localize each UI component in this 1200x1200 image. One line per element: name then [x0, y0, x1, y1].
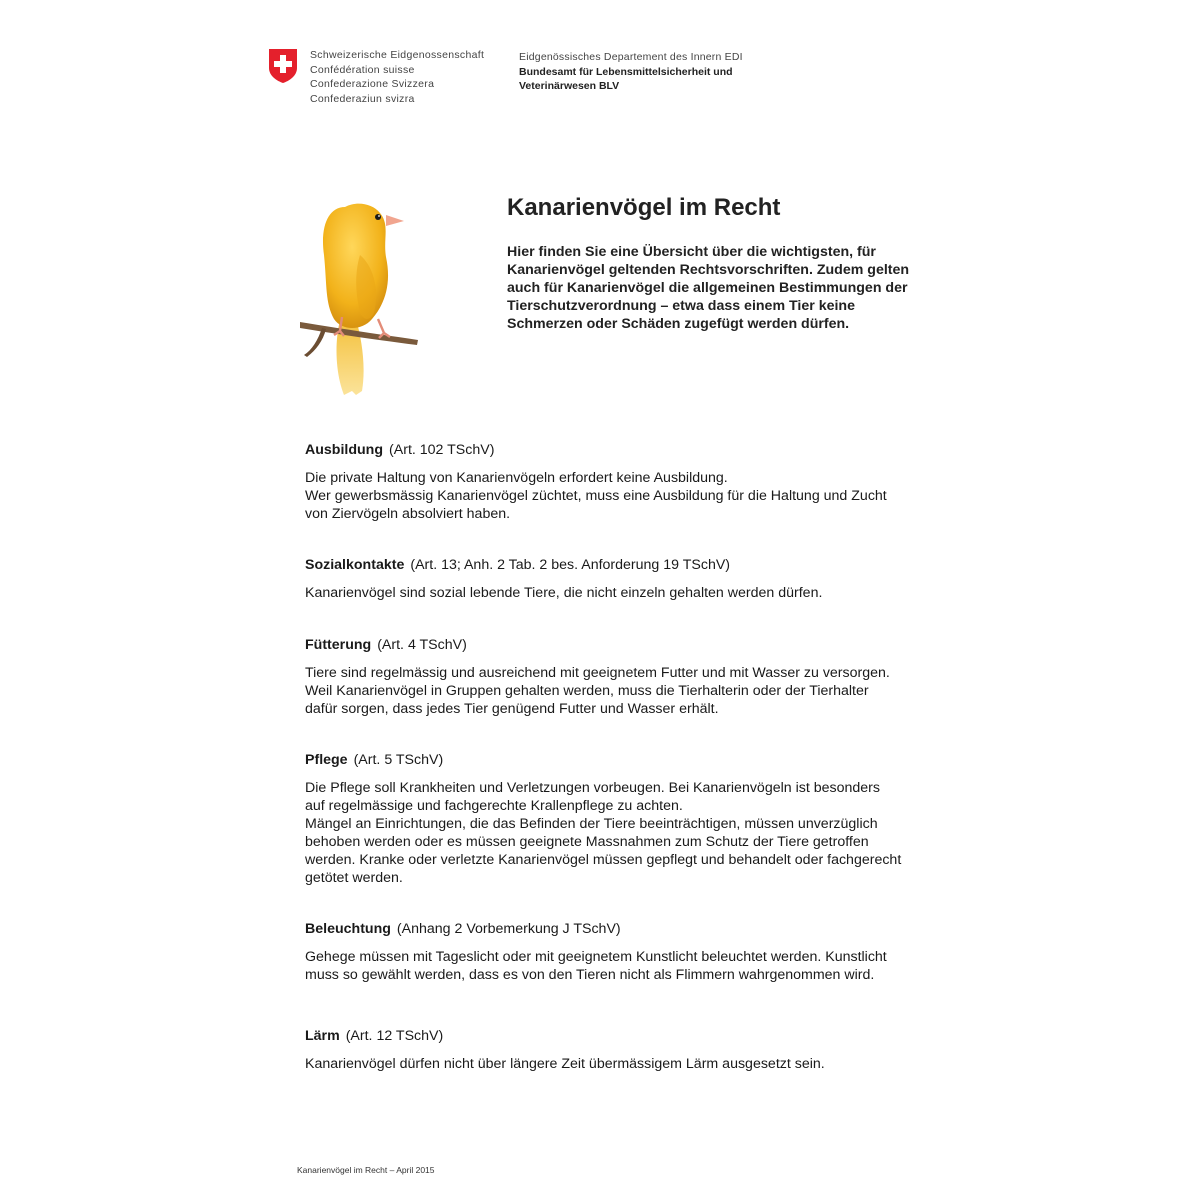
confed-line: Confederaziun svizra: [310, 92, 415, 105]
department-block: [519, 50, 743, 94]
office-line: Veterinärwesen BLV: [519, 80, 620, 93]
section-ausbildung: [305, 441, 965, 523]
section-body: [305, 948, 965, 984]
body-line: Tiere sind regelmässig und ausreichend mit geeignetem Futter und mit Wasser zu versorgen.: [305, 665, 890, 681]
page-footer: Kanarienvögel im Recht – April 2015: [297, 1165, 435, 1175]
section-title: Ausbildung: [305, 442, 384, 458]
section-title: Fütterung: [305, 637, 372, 653]
section-sozialkontakte: [305, 556, 965, 602]
section-beleuchtung: [305, 920, 965, 984]
office-line: Bundesamt für Lebensmittelsicherheit und: [519, 65, 733, 78]
intro-line: Schmerzen oder Schäden zugefügt werden dürfen.: [507, 316, 850, 332]
body-line: Die Pflege soll Krankheiten und Verletzungen vorbeugen. Bei Kanarienvögeln ist besonders: [305, 780, 880, 796]
body-line: dafür sorgen, dass jedes Tier genügend Futter und Wasser erhält.: [305, 701, 719, 717]
body-line: muss so gewählt werden, dass es von den Tieren nicht als Flimmern wahrgenommen wird.: [305, 967, 875, 983]
confed-line: Confédération suisse: [310, 63, 415, 76]
section-body: [305, 664, 965, 718]
section-heading: [305, 1027, 965, 1045]
page-header: [268, 46, 788, 110]
section-reference: (Art. 13; Anh. 2 Tab. 2 bes. Anforderung 19 TSchV): [410, 557, 731, 573]
intro-line: auch für Kanarienvögel die allgemeinen Bestimmungen der: [507, 280, 908, 296]
body-line: Die private Haltung von Kanarienvögeln erfordert keine Ausbildung.: [305, 470, 728, 486]
body-line: Kanarienvögel dürfen nicht über längere Zeit übermässigem Lärm ausgesetzt sein.: [305, 1056, 825, 1072]
section-title: Pflege: [305, 752, 348, 768]
body-line: getötet werden.: [305, 870, 403, 886]
page-title: Kanarienvögel im Recht: [507, 194, 781, 221]
section-reference: (Art. 5 TSchV): [353, 752, 444, 768]
swiss-cross-icon: [268, 48, 298, 84]
canary-photo: [300, 195, 418, 400]
section-heading: [305, 556, 965, 574]
section-reference: (Art. 12 TSchV): [345, 1028, 444, 1044]
section-title: Beleuchtung: [305, 921, 391, 937]
confed-line: Confederazione Svizzera: [310, 78, 435, 91]
section-heading: [305, 920, 965, 938]
body-line: werden. Kranke oder verletzte Kanarienvögel müssen gepflegt und behandelt oder fachgerecht: [305, 852, 902, 868]
body-line: behoben werden oder es müssen geeignete Massnahmen zum Schutz der Tiere getroffen: [305, 834, 869, 850]
body-line: Kanarienvögel sind sozial lebende Tiere, die nicht einzeln gehalten werden dürfen.: [305, 585, 823, 601]
intro-line: Hier finden Sie eine Übersicht über die wichtigsten, für: [507, 244, 876, 260]
confederation-names: [310, 48, 484, 106]
intro-text: [507, 243, 947, 333]
section-body: [305, 779, 965, 887]
section-title: Lärm: [305, 1028, 340, 1044]
body-line: Gehege müssen mit Tageslicht oder mit geeignetem Kunstlicht beleuchtet werden. Kunstlicht: [305, 949, 887, 965]
section-pflege: [305, 751, 965, 887]
section-fuetterung: [305, 636, 965, 718]
body-line: Weil Kanarienvögel in Gruppen gehalten werden, muss die Tierhalterin oder der Tierhalter: [305, 683, 869, 699]
section-laerm: [305, 1027, 965, 1073]
section-heading: [305, 441, 965, 459]
section-title: Sozialkontakte: [305, 557, 405, 573]
section-body: [305, 1055, 965, 1073]
confed-line: Schweizerische Eidgenossenschaft: [310, 49, 485, 61]
body-line: von Ziervögeln absolviert haben.: [305, 506, 511, 522]
intro-line: Kanarienvögel geltenden Rechtsvorschriften. Zudem gelten: [507, 262, 910, 278]
body-line: Wer gewerbsmässig Kanarienvögel züchtet, muss eine Ausbildung für die Haltung und Zucht: [305, 488, 887, 504]
section-reference: (Anhang 2 Vorbemerkung J TSchV): [396, 921, 621, 937]
section-heading: [305, 636, 965, 654]
body-line: auf regelmässige und fachgerechte Krallenpflege zu achten.: [305, 798, 683, 814]
section-heading: [305, 751, 965, 769]
section-reference: (Art. 102 TSchV): [389, 442, 495, 458]
section-body: [305, 584, 965, 602]
section-body: [305, 469, 965, 523]
section-reference: (Art. 4 TSchV): [377, 637, 467, 653]
intro-line: Tierschutzverordnung – etwa dass einem Tier keine: [507, 298, 855, 314]
body-line: Mängel an Einrichtungen, die das Befinden der Tiere beeinträchtigen, müssen unverzüglich: [305, 816, 878, 832]
department-name: Eidgenössisches Departement des Innern EDI: [519, 51, 743, 63]
